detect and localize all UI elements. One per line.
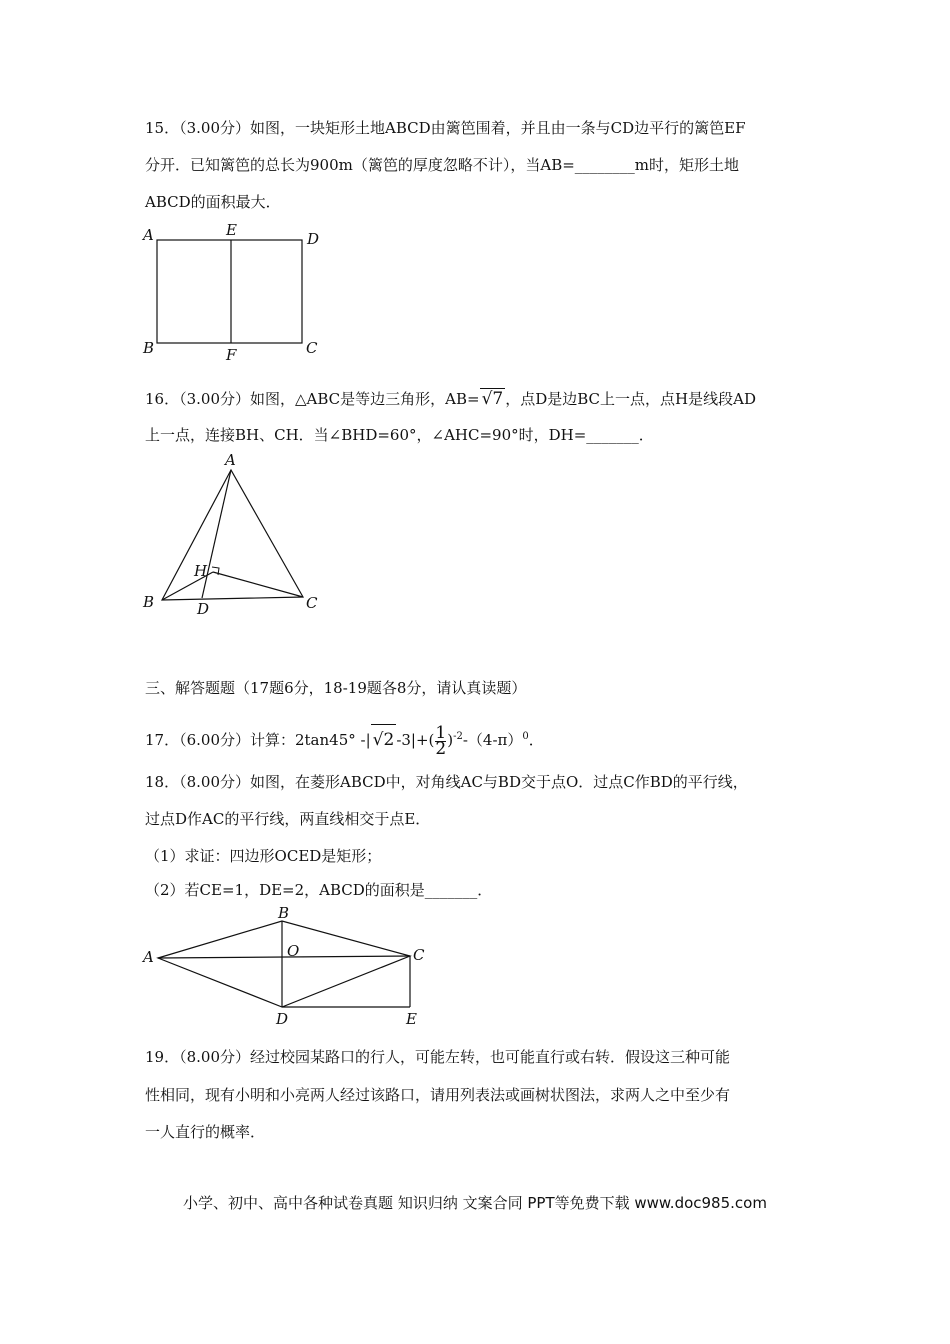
q16-line-1 bbox=[145, 388, 756, 409]
q16-sqrt-value: 7 bbox=[492, 389, 504, 409]
label-f: F bbox=[226, 346, 237, 364]
rhombus-abcd bbox=[158, 921, 410, 1007]
section-3-heading: 三、解答题题（17题6分，18-19题各8分，请认真读题） bbox=[145, 679, 527, 697]
label-a: A bbox=[225, 451, 236, 469]
q17-prefix: 17．（6.00分）计算：2tan45° -| bbox=[145, 731, 371, 749]
label-b: B bbox=[143, 593, 155, 611]
label-a: A bbox=[143, 226, 154, 244]
label-c: C bbox=[306, 594, 318, 612]
diagonal-ac bbox=[158, 956, 410, 958]
q19-line-2: 性相同，现有小明和小亮两人经过该路口，请用列表法或画树状图法，求两人之中至少有 bbox=[145, 1086, 731, 1104]
q17-sqrt-2: √2 bbox=[371, 724, 397, 755]
label-c: C bbox=[413, 946, 425, 964]
q15-line-3: ABCD的面积最大． bbox=[145, 193, 281, 211]
q17-exponent-1: -2 bbox=[453, 731, 463, 742]
q18-line-3: （1）求证：四边形OCED是矩形； bbox=[145, 847, 382, 865]
triangle-abc bbox=[162, 470, 303, 600]
q16-triangle-figure bbox=[140, 450, 330, 620]
q16-line-2: 上一点，连接BH、CH．当∠BHD=60°，∠AHC=90°时，DH=_______． bbox=[145, 426, 654, 444]
label-o: O bbox=[287, 942, 300, 960]
q15-rectangle-figure bbox=[140, 220, 330, 365]
q16-sqrt-7: √7 bbox=[481, 389, 504, 409]
q17-end: ． bbox=[528, 731, 544, 749]
q18-line-1: 18．（8.00分）如图，在菱形ABCD中，对角线AC与BD交于点O．过点C作BD的平行线， bbox=[145, 773, 748, 791]
q18-line-2: 过点D作AC的平行线，两直线相交于点E． bbox=[145, 810, 431, 828]
q16-text-a: 16．（3.00分）如图，△ABC是等边三角形，AB= bbox=[145, 390, 480, 408]
q17-sqrt-value: 2 bbox=[383, 730, 395, 750]
rectangle-abcd bbox=[157, 240, 302, 343]
label-b: B bbox=[143, 339, 155, 357]
q17-tail: -（4-π） bbox=[462, 731, 523, 749]
q15-line-2: 分开．已知篱笆的总长为900m（篱笆的厚度忽略不计），当AB=________m时，矩形土地 bbox=[145, 156, 740, 174]
q19-line-1: 19．（8.00分）经过校园某路口的行人，可能左转，也可能直行或右转．假设这三种可能 bbox=[145, 1048, 730, 1066]
q18-rhombus-figure bbox=[140, 900, 440, 1030]
segment-ch bbox=[213, 572, 303, 597]
footer-text: 小学、初中、高中各种试卷真题 知识归纳 文案合同 PPT等免费下载 www.doc985.com bbox=[183, 1194, 767, 1212]
label-h: H bbox=[194, 562, 208, 580]
q17-exponent-2: 0 bbox=[522, 731, 529, 742]
q18-line-4: （2）若CE=1，DE=2，ABCD的面积是_______． bbox=[145, 881, 493, 899]
right-angle-mark bbox=[212, 567, 219, 575]
q19-line-3: 一人直行的概率． bbox=[145, 1123, 266, 1141]
label-b: B bbox=[278, 904, 290, 922]
q15-line-1: 15．（3.00分）如图，一块矩形土地ABCD由篱笆围着，并且由一条与CD边平行的篱笆EF bbox=[145, 119, 746, 137]
label-d: D bbox=[307, 230, 320, 248]
q17-fraction bbox=[435, 722, 447, 759]
label-e: E bbox=[406, 1010, 417, 1028]
label-a: A bbox=[143, 948, 154, 966]
q17-denominator: 2 bbox=[435, 738, 447, 759]
label-d: D bbox=[276, 1010, 289, 1028]
label-c: C bbox=[306, 339, 318, 357]
q16-text-b: ，点D是边BC上一点，点H是线段AD bbox=[505, 390, 756, 408]
label-d: D bbox=[197, 600, 210, 618]
q17-line: 17．（6.00分）计算：2tan45° -| √2 -3|+( $\frac{1}{2}$ )$^{-2}-(4-\pi)^0$． bbox=[145, 722, 544, 759]
q17-mid: -3|+( bbox=[396, 731, 435, 749]
q17-numerator: 1 bbox=[435, 722, 447, 743]
label-e: E bbox=[226, 221, 237, 239]
